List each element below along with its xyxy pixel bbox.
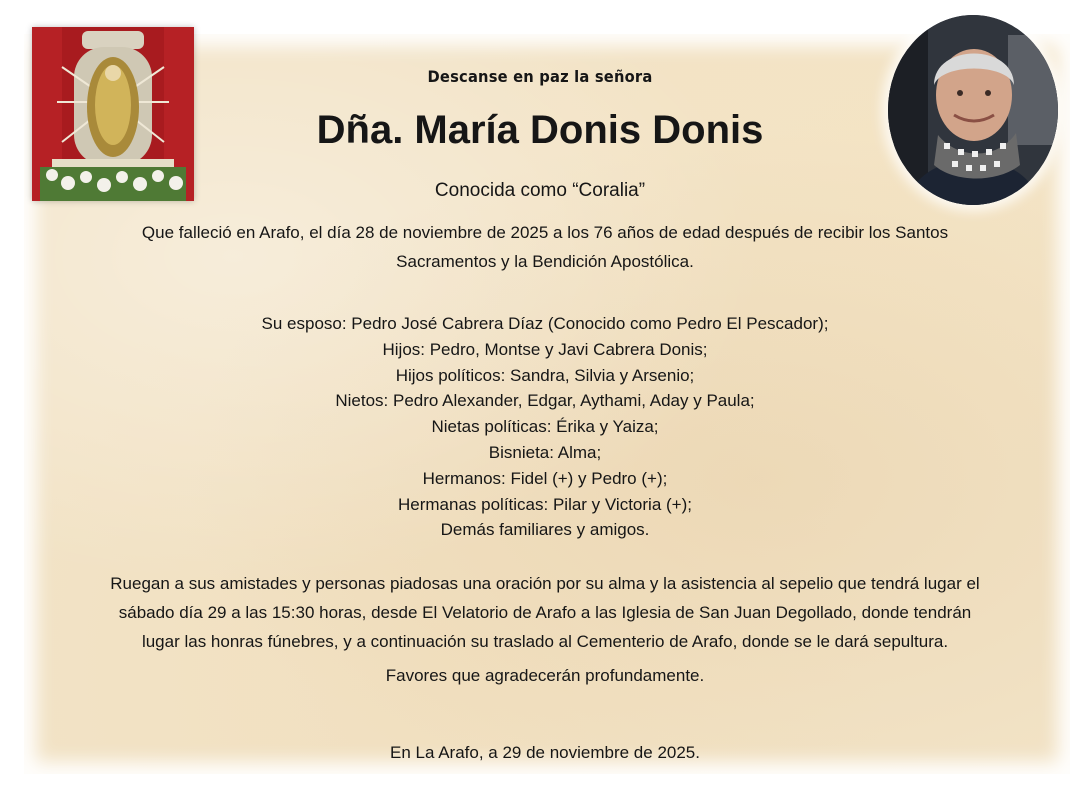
death-notice-line: Que falleció en Arafo, el día 28 de noviembre de 2025 a los 76 años de edad después de recibir los Santos [141,223,949,242]
funeral-request-line: sábado día 29 a las 15:30 horas, desde El Velatorio de Arafo a las Iglesia de San Juan Degollado, donde tendrán [118,603,972,622]
portrait-photo [888,15,1058,205]
virgin-image [32,27,194,201]
death-notice-line: Sacramentos y la Bendición Apostólica. [396,252,694,271]
family-line: Hermanas políticas: Pilar y Victoria (+); [398,494,692,514]
place-date-line: En La Arafo, a 29 de noviembre de 2025. [389,743,700,762]
family-line: Nietas políticas: Érika y Yaiza; [431,417,659,437]
family-line: Bisnieta: Alma; [488,442,602,462]
funeral-request-line: Ruegan a sus amistades y personas piadosas una oración por su alma y la asistencia al sepelio que tendrá lugar el [110,574,980,593]
portrait-illustration [888,15,1058,205]
death-notice [0,218,1090,276]
family-line: Hijos: Pedro, Montse y Javi Cabrera Donis; [382,339,708,359]
rest-in-peace-overline: Descanse en paz la señora [427,67,653,86]
virgin-altar-illustration [32,27,194,201]
family-list [0,311,1090,543]
deceased-name: Dña. María Donis Donis [316,108,764,152]
family-line: Demás familiares y amigos. [440,520,650,540]
funeral-request-line: lugar las honras fúnebres, y a continuación su traslado al Cementerio de Arafo, donde se le dará sepultura. [141,632,949,651]
funeral-request [0,569,1090,656]
family-line: Hijos políticos: Sandra, Silvia y Arsenio; [395,365,695,385]
family-line: Hermanos: Fidel (+) y Pedro (+); [422,468,668,488]
thanks-line: Favores que agradecerán profundamente. [385,666,705,685]
family-line: Nietos: Pedro Alexander, Edgar, Aythami, Aday y Paula; [335,391,755,411]
nickname-line: Conocida como “Coralia” [434,180,646,201]
family-line: Su esposo: Pedro José Cabrera Díaz (Conocido como Pedro El Pescador); [261,314,829,333]
